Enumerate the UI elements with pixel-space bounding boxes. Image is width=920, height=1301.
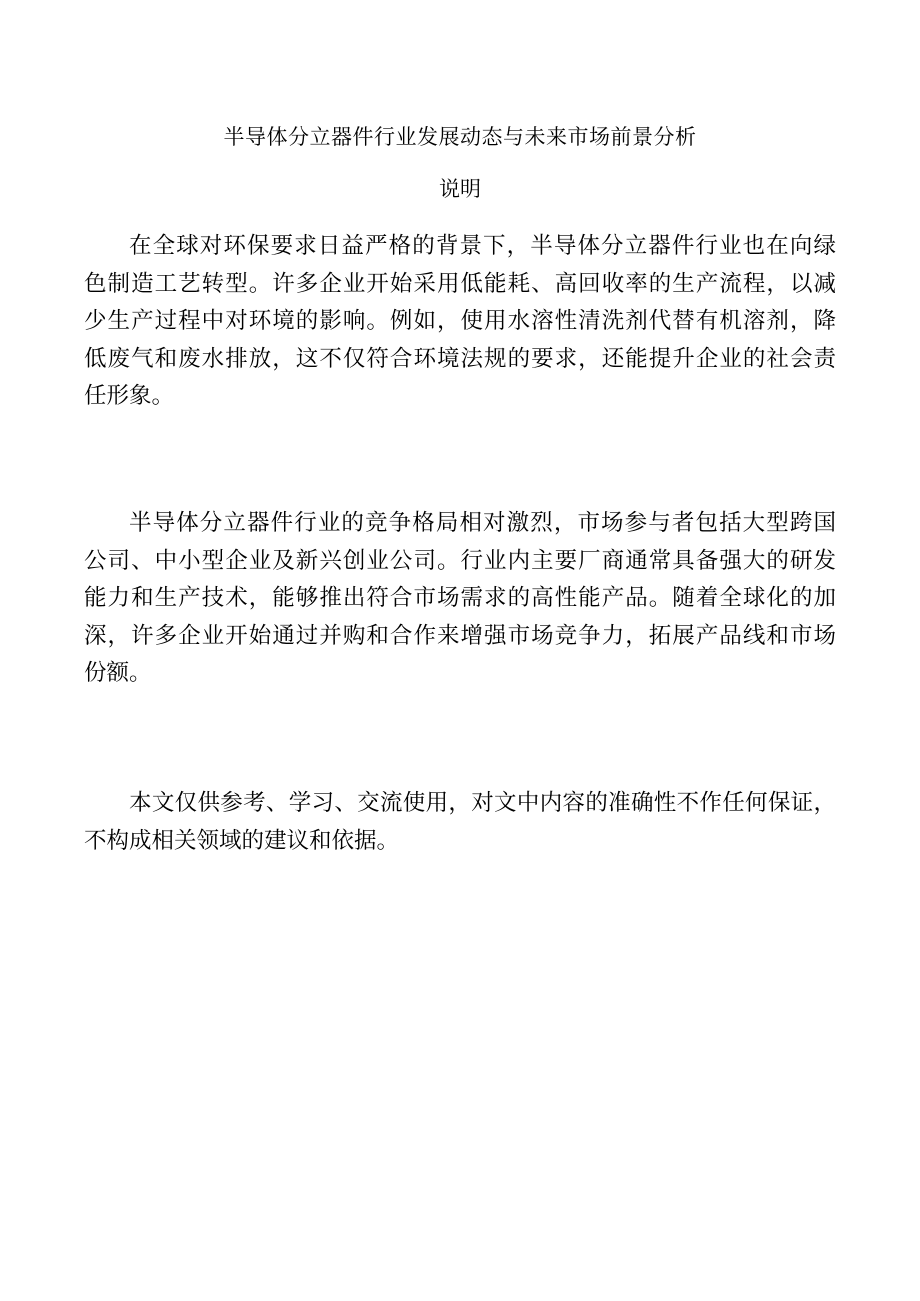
- paragraph-line: 少生产过程中对环境的影响。例如，使用水溶性清洗剂代替有机溶剂，降: [84, 308, 836, 334]
- paragraph-line: 色制造工艺转型。许多企业开始采用低能耗、高回收率的生产流程，以减: [84, 270, 836, 297]
- paragraph-line: 公司、中小型企业及新兴创业公司。行业内主要厂商通常具备强大的研发: [84, 547, 836, 574]
- paragraph-line: 本文仅供参考、学习、交流使用，对文中内容的准确性不作任何保证，: [129, 790, 836, 816]
- document-subtitle: 说明: [439, 177, 481, 201]
- paragraph-line: 份额。: [84, 660, 152, 686]
- paragraph-2: [84, 505, 836, 693]
- paragraph-3: [84, 785, 836, 860]
- paragraph-line: 在全球对环保要求日益严格的背景下，半导体分立器件行业也在向绿: [129, 233, 836, 259]
- paragraph-line: 不构成相关领域的建议和依据。: [84, 827, 400, 854]
- document-title: 半导体分立器件行业发展动态与未来市场前景分析: [223, 125, 697, 149]
- paragraph-1: [84, 228, 836, 416]
- paragraph-line: 任形象。: [84, 383, 175, 409]
- paragraph-line: 深，许多企业开始通过并购和合作来增强市场竞争力，拓展产品线和市场: [84, 622, 836, 649]
- paragraph-line: 半导体分立器件行业的竞争格局相对激烈，市场参与者包括大型跨国: [129, 510, 836, 536]
- paragraph-line: 低废气和废水排放，这不仅符合环境法规的要求，还能提升企业的社会责: [84, 345, 836, 372]
- paragraph-line: 能力和生产技术，能够推出符合市场需求的高性能产品。随着全球化的加: [84, 585, 836, 611]
